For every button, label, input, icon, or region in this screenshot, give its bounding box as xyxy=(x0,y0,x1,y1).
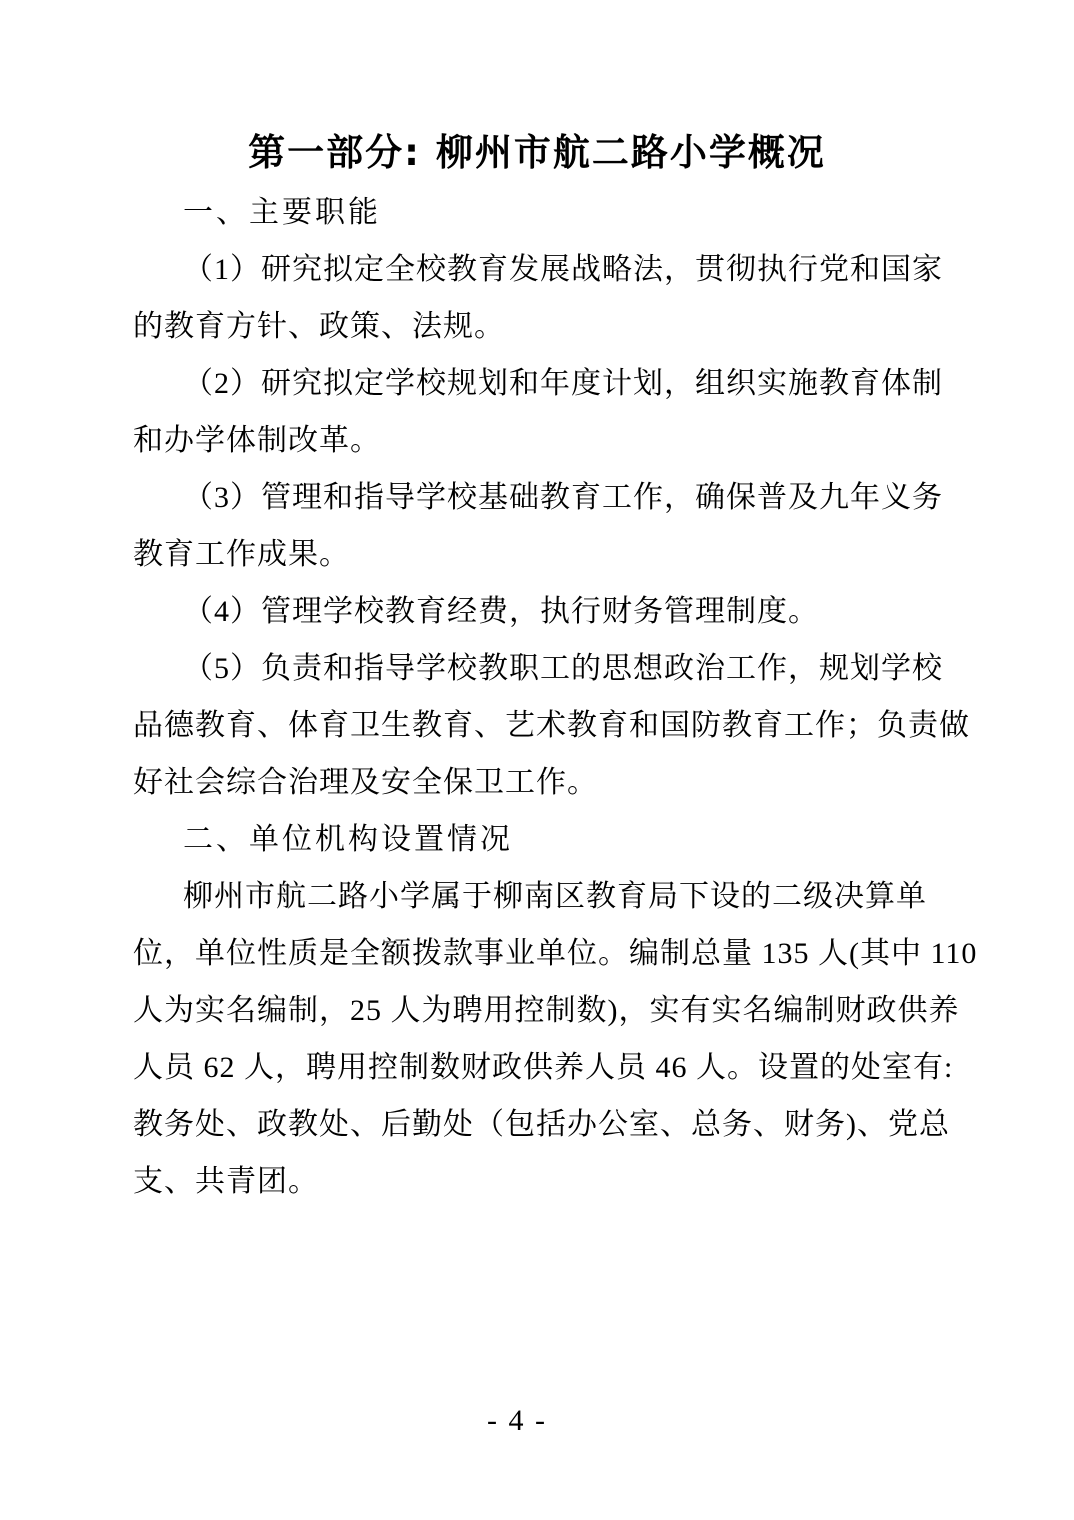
paragraph-line: 人员 62 人，聘用控制数财政供养人员 46 人。设置的处室有: xyxy=(133,1051,954,1084)
paragraph-line: 和办学体制改革。 xyxy=(133,424,381,457)
paragraph-line: （2）研究拟定学校规划和年度计划，组织实施教育体制 xyxy=(183,367,943,400)
paragraph-line: 好社会综合治理及安全保卫工作。 xyxy=(133,766,598,799)
paragraph-line: 人为实名编制，25 人为聘用控制数)，实有实名编制财政供养 xyxy=(133,994,960,1027)
section-heading-line: 一、主要职能 xyxy=(183,196,381,229)
paragraph-line: 柳州市航二路小学属于柳南区教育局下设的二级决算单 xyxy=(183,880,927,913)
paragraph-line: 的教育方针、政策、法规。 xyxy=(133,310,505,343)
paragraph-line: 支、共青团。 xyxy=(133,1165,319,1198)
paragraph-line: 位，单位性质是全额拨款事业单位。编制总量 135 人(其中 110 xyxy=(133,937,978,970)
paragraph-line: 品德教育、体育卫生教育、艺术教育和国防教育工作；负责做 xyxy=(133,709,970,742)
paragraph-line: （5）负责和指导学校教职工的思想政治工作，规划学校 xyxy=(183,652,943,685)
paragraph-line: 教务处、政教处、后勤处（包括办公室、总务、财务)、党总 xyxy=(133,1108,950,1141)
section-heading-line: 二、单位机构设置情况 xyxy=(183,823,513,856)
paragraph-line: （1）研究拟定全校教育发展战略法，贯彻执行党和国家 xyxy=(183,253,943,286)
paragraph-line: （3）管理和指导学校基础教育工作，确保普及九年义务 xyxy=(183,481,943,514)
paragraph-line: 教育工作成果。 xyxy=(133,538,350,571)
page-title: 第一部分: 柳州市航二路小学概况 xyxy=(248,131,826,174)
paragraph-line: （4）管理学校教育经费，执行财务管理制度。 xyxy=(183,595,819,628)
page-number: - 4 - xyxy=(487,1404,547,1437)
document-body xyxy=(0,184,978,1210)
